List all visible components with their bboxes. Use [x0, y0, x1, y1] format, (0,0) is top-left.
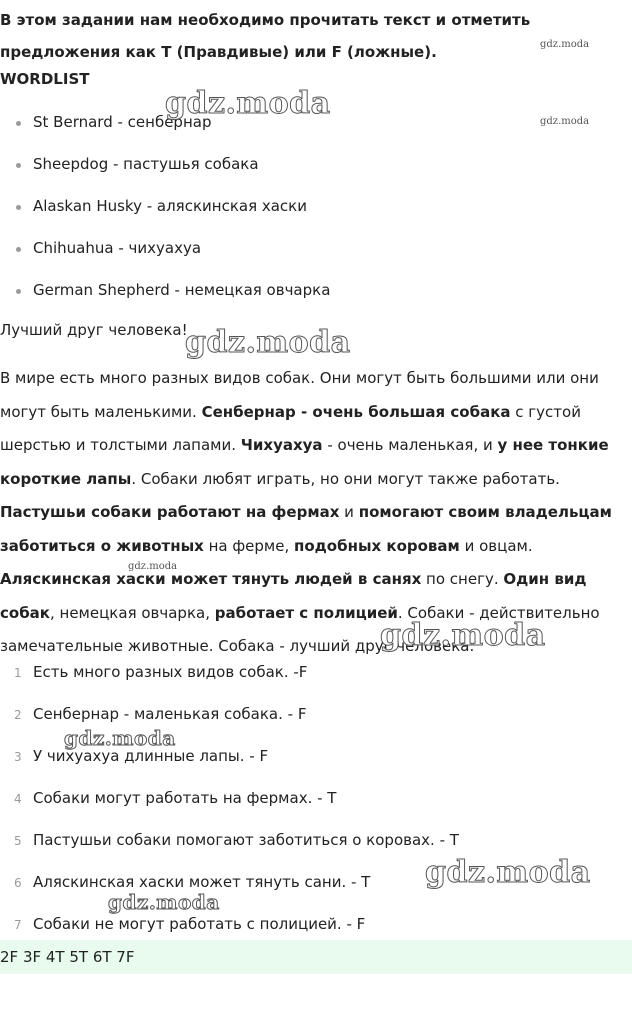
answer-text: Собаки могут работать на фермах. - T — [33, 789, 337, 807]
answer-text: У чихуахуа длинные лапы. - F — [33, 747, 269, 765]
wordlist-item: German Shepherd - немецкая овчарка — [0, 280, 330, 322]
story-highlight: Сенбернар - очень большая собака — [201, 402, 511, 421]
watermark: gdz.moda — [380, 618, 546, 653]
watermark: gdz.moda — [64, 726, 176, 750]
answer-number: 3 — [14, 750, 22, 764]
watermark: gdz.moda — [185, 325, 351, 360]
watermark: gdz.moda — [165, 86, 331, 121]
story-segment: В мире есть много разных видов собак. Они могут быть большими или они могут быть маленькими. — [0, 369, 599, 421]
watermark: gdz.moda — [425, 855, 591, 890]
wordlist-item: Alaskan Husky - аляскинская хаски — [0, 196, 330, 238]
answer-number: 1 — [14, 666, 22, 680]
answer-item — [0, 746, 459, 788]
watermark: gdz.moda — [108, 890, 220, 914]
story-segment: по снегу. — [421, 570, 504, 588]
answer-number: 6 — [14, 876, 22, 890]
story-segment: , немецкая овчарка, — [49, 603, 215, 622]
answer-number: 5 — [14, 834, 22, 848]
answer-text: Есть много разных видов собак. -F — [33, 663, 308, 681]
story-highlight: помогают своим владельцам заботиться о животных — [0, 503, 612, 555]
answer-text: Собаки не могут работать с полицией. - F — [33, 915, 366, 933]
answer-key-bar: 2F 3F 4T 5T 6T 7F — [0, 940, 632, 974]
story-segment: на ферме, — [203, 536, 295, 555]
task-instructions: В этом задании нам необходимо прочитать текст и отметить предложения как T (Правдивые) или F (ложные). — [0, 11, 531, 61]
answers-list — [0, 662, 459, 956]
wordlist-item: Chihuahua - чихуахуа — [0, 238, 330, 280]
story-highlight: Чихуахуа — [240, 436, 323, 454]
story-highlight: работает с полицией — [214, 603, 398, 622]
watermark: gdz.moda — [540, 116, 590, 127]
story-segment: . Собаки - действительно замечательные животные. Собака - лучший друг человека. — [0, 603, 600, 655]
answer-item — [0, 872, 459, 914]
story-highlight: у нее тонкие короткие лапы — [0, 436, 609, 488]
answer-number: 2 — [14, 708, 22, 722]
wordlist-item: Sheepdog - пастушья собака — [0, 154, 330, 196]
text-title: Лучший друг человека! — [0, 321, 188, 339]
story-highlight: подобных коровам — [294, 536, 460, 555]
answer-item — [0, 788, 459, 830]
wordlist-heading: WORDLIST — [0, 70, 90, 88]
watermark: gdz.moda — [540, 39, 590, 50]
wordlist-item: St Bernard - сенбернар — [0, 112, 330, 154]
story-segment: и — [339, 503, 359, 521]
story-segment: и овцам. — [459, 536, 533, 555]
wordlist — [0, 112, 330, 322]
answer-text: Пастушьи собаки помогают заботиться о коровах. - T — [33, 831, 459, 849]
story-highlight: Пастушьи собаки работают на фермах — [0, 503, 340, 521]
watermark: gdz.moda — [128, 561, 178, 572]
answer-number: 7 — [14, 918, 22, 932]
answer-item — [0, 830, 459, 872]
story-highlight: Один вид собак — [0, 570, 587, 622]
answer-number: 4 — [14, 792, 22, 806]
story-segment: - очень маленькая, и — [322, 436, 498, 454]
answer-text: Аляскинская хаски может тянуть сани. - T — [33, 873, 371, 891]
answer-text: Сенбернар - маленькая собака. - F — [33, 705, 307, 723]
story-segment: с густой шерстью и толстыми лапами. — [0, 402, 581, 454]
story-highlight: Аляскинская хаски может тянуть людей в санях — [0, 570, 422, 588]
story-segment: . Собаки любят играть, но они могут также работать. — [131, 469, 560, 488]
answer-item — [0, 662, 459, 704]
